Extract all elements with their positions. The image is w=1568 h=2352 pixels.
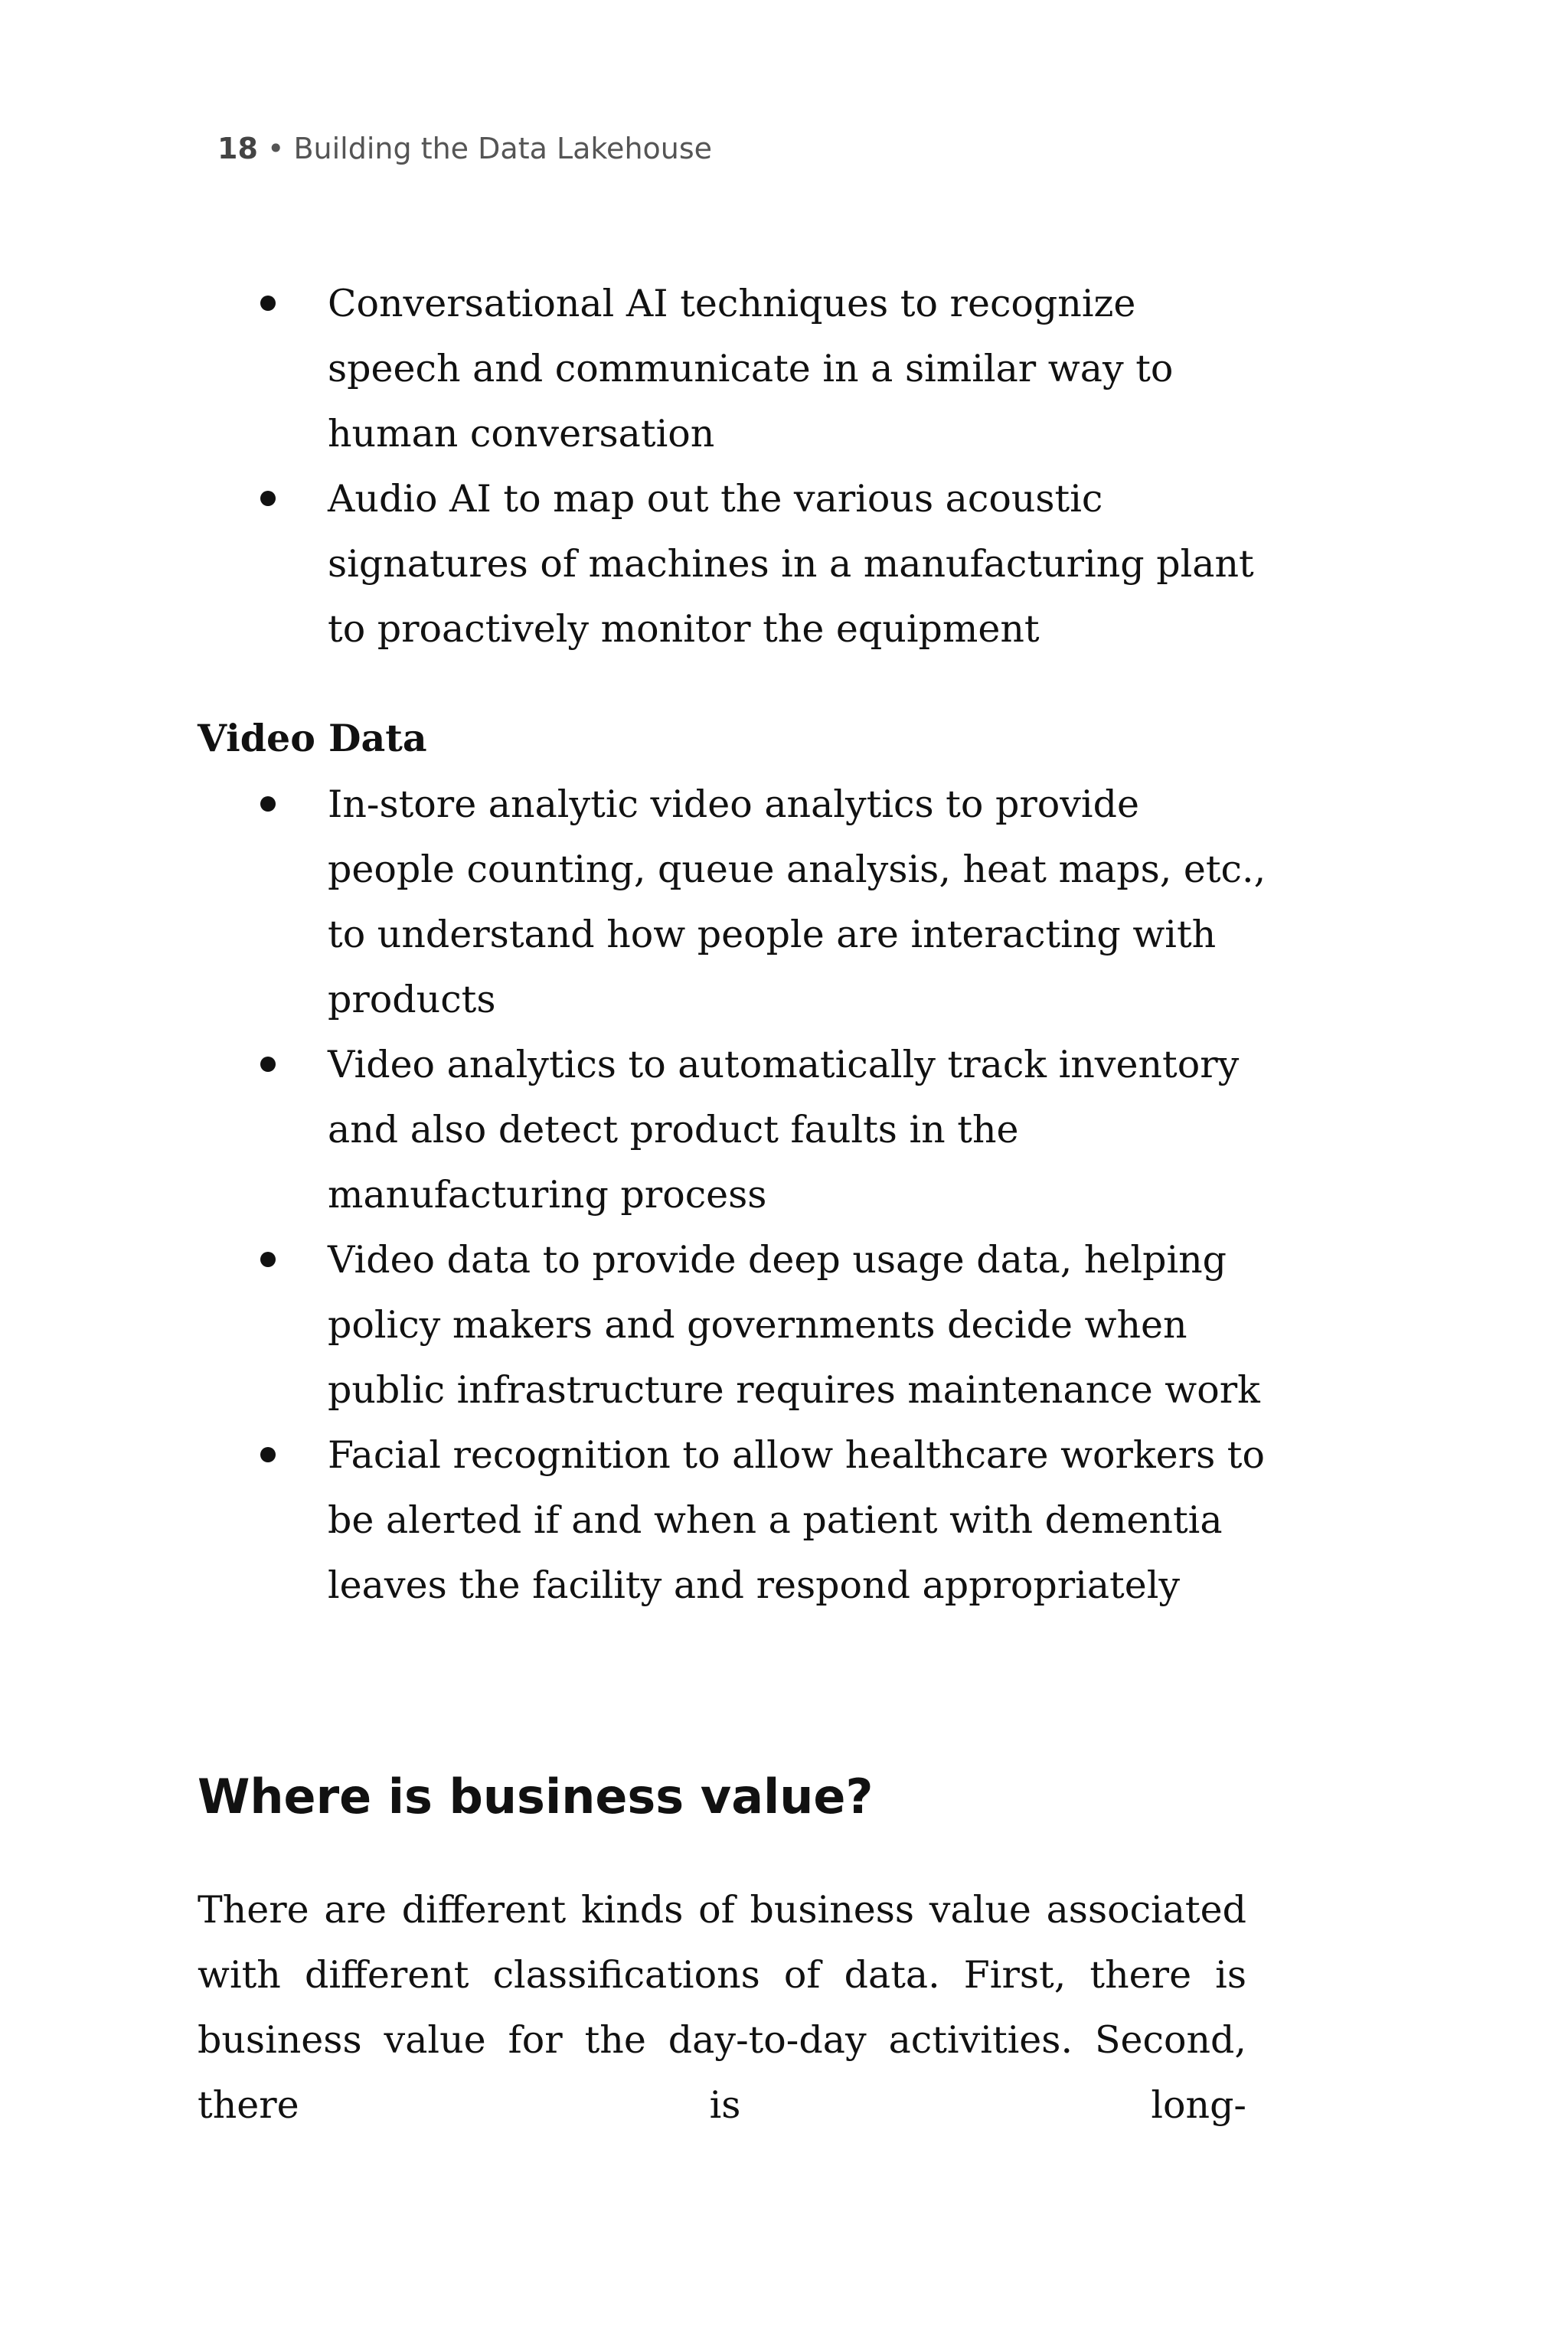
bullet-icon: [260, 1057, 276, 1072]
video-bullet-list: [0, 772, 1277, 1618]
bullet-icon: [260, 296, 276, 311]
list-item-text: Video data to provide deep usage data, helping policy makers and governments decide when public infrastructure requires maintenance work: [328, 1238, 1260, 1412]
section-heading: Where is business value?: [198, 1769, 874, 1824]
list-item-text: Facial recognition to allow healthcare workers to be alerted if and when a patient with dementia leaves the facility and respond appropriately: [328, 1433, 1265, 1607]
video-data-subheading: Video Data: [198, 716, 427, 760]
bullet-icon: [260, 1447, 276, 1462]
list-item-text: Audio AI to map out the various acoustic signatures of machines in a manufacturing plant to proactively monitor the equipment: [328, 477, 1254, 651]
running-header: [217, 132, 712, 165]
list-item-text: Conversational AI techniques to recognize speech and communicate in a similar way to human conversation: [328, 282, 1174, 456]
header-separator: •: [257, 132, 294, 165]
list-item: [0, 466, 1277, 662]
list-item: [0, 1423, 1277, 1618]
bullet-icon: [260, 796, 276, 812]
audio-bullet-list: [0, 271, 1277, 662]
list-item: [0, 1032, 1277, 1227]
list-item-text: In-store analytic video analytics to provide people counting, queue analysis, heat maps, etc., to understand how people are interacting with products: [328, 782, 1266, 1021]
bullet-icon: [260, 1252, 276, 1267]
bullet-icon: [260, 491, 276, 506]
list-item: [0, 271, 1277, 466]
list-item: [0, 772, 1277, 1032]
book-title: Building the Data Lakehouse: [293, 132, 713, 165]
body-paragraph: There are different kinds of business value associated with different classifications of data. First, there is business value for the day-to-day activities. Second, there is long-: [198, 1888, 1246, 2127]
page-number: 18: [217, 132, 258, 165]
list-item: [0, 1227, 1277, 1423]
list-item-text: Video analytics to automatically track inventory and also detect product faults in the manufacturing process: [328, 1043, 1240, 1217]
